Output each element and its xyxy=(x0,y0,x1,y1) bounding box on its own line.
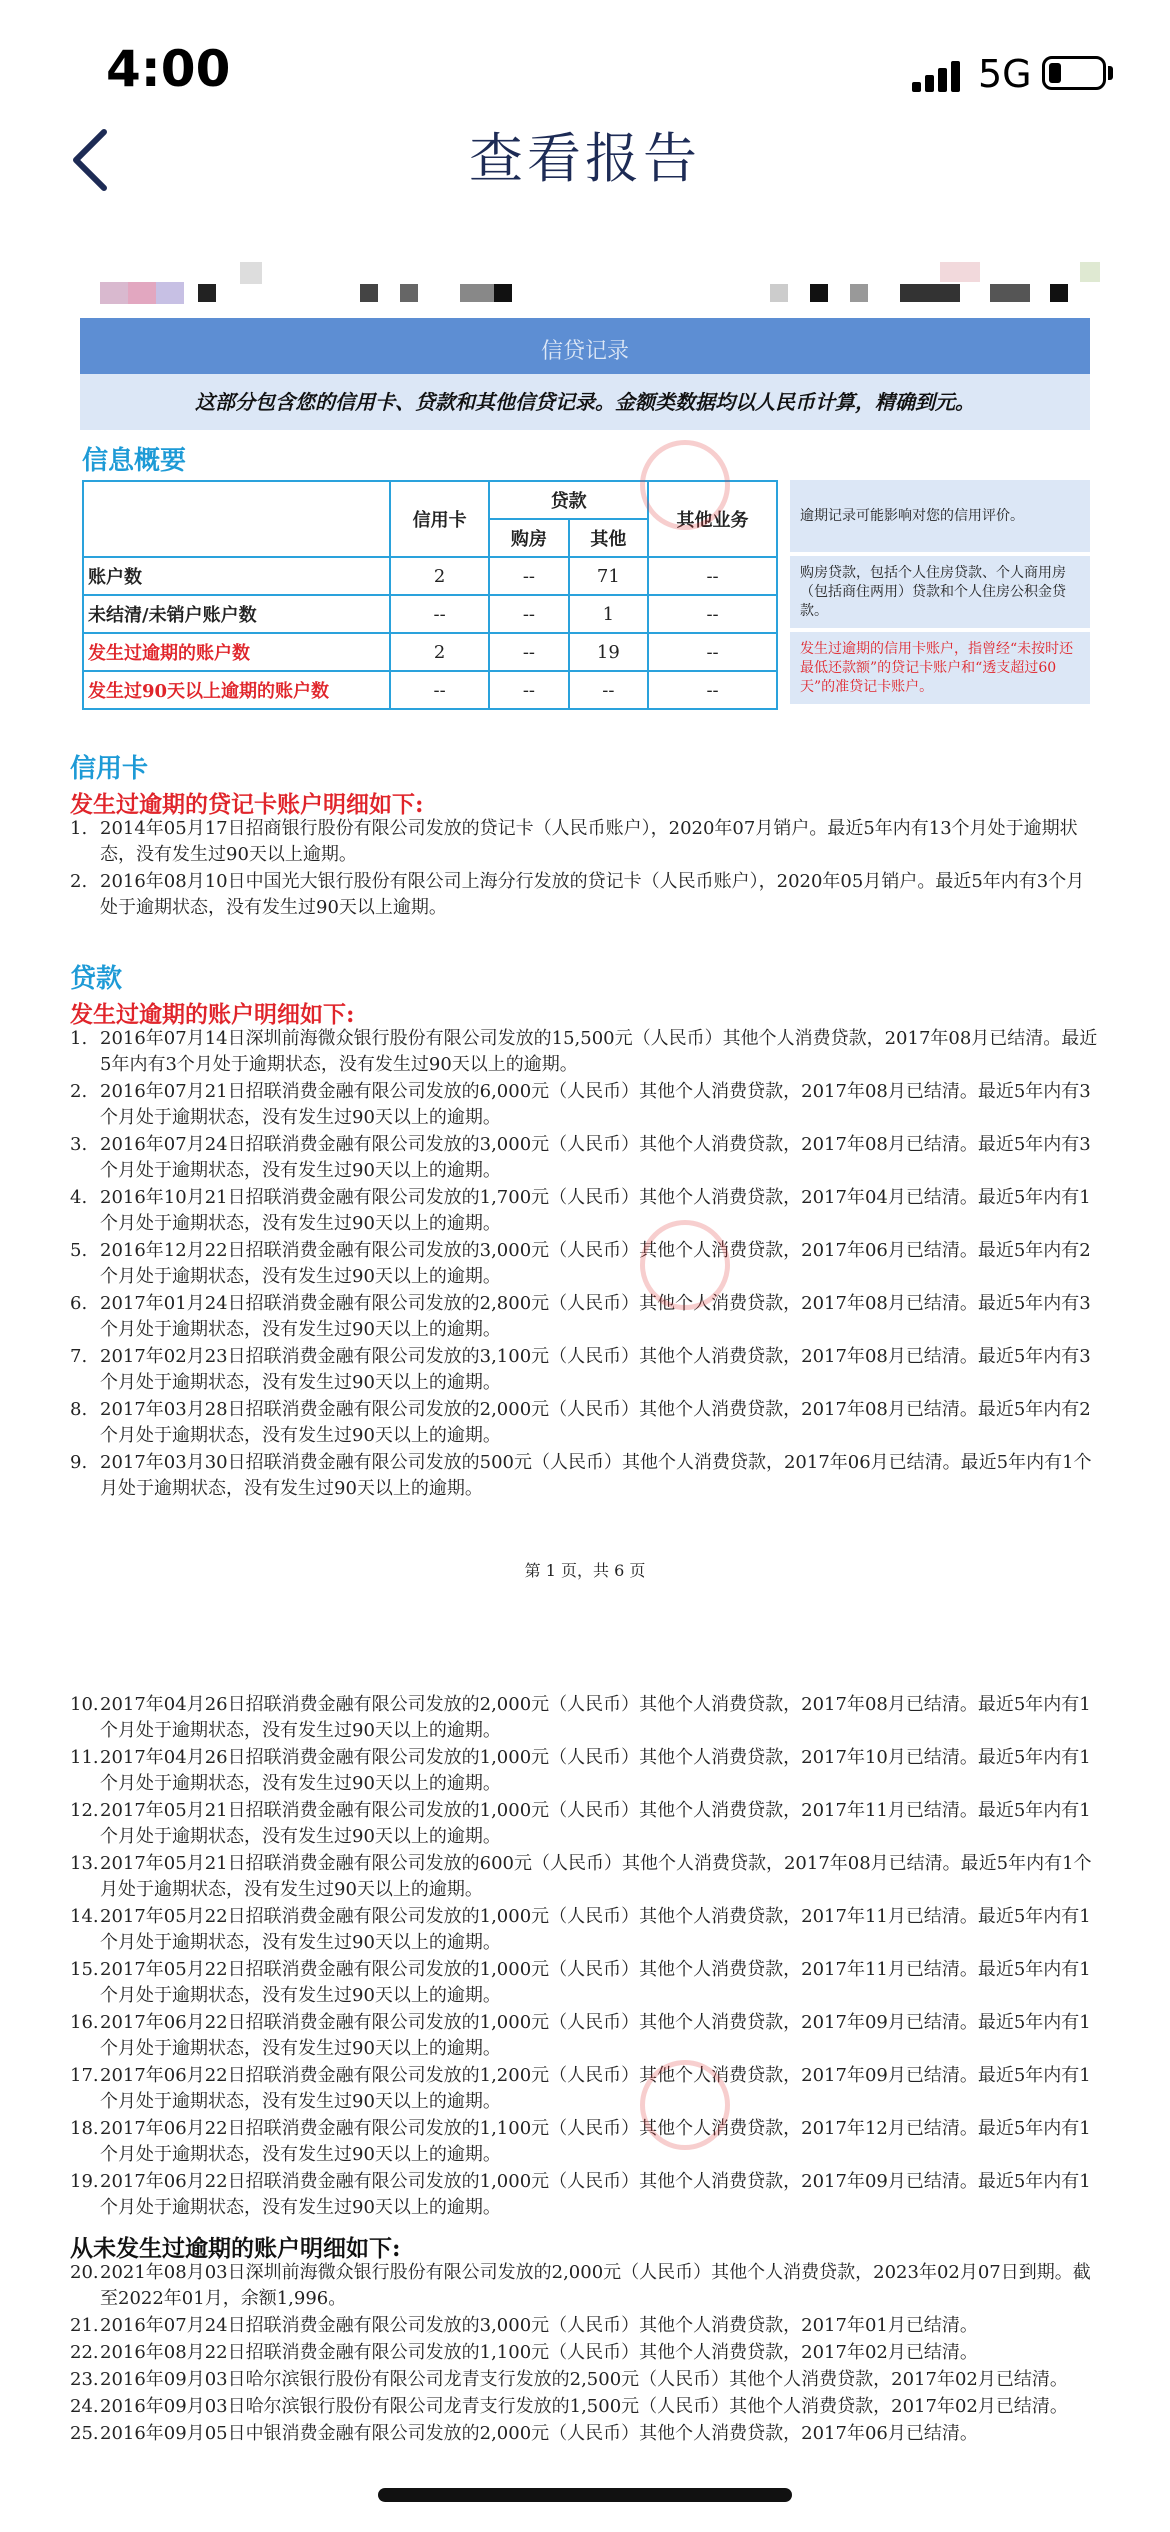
overview-table xyxy=(82,480,778,710)
credit-card-list xyxy=(70,816,1100,922)
list-item xyxy=(70,2169,1100,2221)
item-number: 16. xyxy=(70,2012,99,2033)
item-number: 22. xyxy=(70,2342,99,2363)
item-number: 23. xyxy=(70,2369,99,2390)
page-footer: 第 1 页，共 6 页 xyxy=(524,1561,646,1580)
cell-other: 71 xyxy=(569,557,648,595)
item-number: 14. xyxy=(70,1906,99,1927)
list-item xyxy=(70,2394,1100,2420)
item-number: 20. xyxy=(70,2262,99,2283)
credit-card-subheading: 发生过逾期的贷记卡账户明细如下: xyxy=(70,791,424,818)
cell-card: 2 xyxy=(390,633,489,671)
item-text: 2016年09月05日中银消费金融有限公司发放的2,000元（人民币）其他个人消费贷款，2017年06月已结清。 xyxy=(100,2423,978,2444)
item-text: 2017年02月23日招联消费金融有限公司发放的3,100元（人民币）其他个人消费贷款，2017年08月已结清。最近5年内有3个月处于逾期状态，没有发生过90天以上的逾期。 xyxy=(100,1346,1091,1393)
battery-cap xyxy=(1108,66,1113,80)
report-document[interactable] xyxy=(0,240,1170,2510)
list-item xyxy=(70,1344,1100,1396)
item-text: 2017年06月22日招联消费金融有限公司发放的1,100元（人民币）其他个人消费贷款，2017年12月已结清。最近5年内有1个月处于逾期状态，没有发生过90天以上的逾期。 xyxy=(100,2118,1091,2165)
list-item xyxy=(70,1851,1100,1903)
note-housing-loan: 购房贷款，包括个人住房贷款、个人商用房（包括商住两用）贷款和个人住房公积金贷款。 xyxy=(790,556,1090,628)
cell-other: 19 xyxy=(569,633,648,671)
note-overdue-card: 发生过逾期的信用卡账户，指曾经“未按时还最低还款额”的贷记卡账户和“透支超过60天”的准贷记卡账户。 xyxy=(790,632,1090,704)
page-title: 查看报告 xyxy=(469,127,701,190)
item-number: 4. xyxy=(70,1187,88,1208)
row-label: 账户数 xyxy=(83,557,390,595)
item-number: 7. xyxy=(70,1346,88,1367)
list-item xyxy=(70,2421,1100,2447)
section-band: 信贷记录 xyxy=(80,318,1090,374)
item-number: 11. xyxy=(70,1747,99,1768)
list-item xyxy=(70,1692,1100,1744)
loan-overdue-list xyxy=(70,1026,1100,1503)
list-item xyxy=(70,869,1100,921)
never-overdue-heading: 从未发生过逾期的账户明细如下: xyxy=(70,2235,401,2262)
item-text: 2014年05月17日招商银行股份有限公司发放的贷记卡（人民币账户），2020年07月销户。最近5年内有13个月处于逾期状态，没有发生过90天以上逾期。 xyxy=(100,818,1078,865)
list-item xyxy=(70,1026,1100,1078)
item-text: 2017年04月26日招联消费金融有限公司发放的2,000元（人民币）其他个人消费贷款，2017年08月已结清。最近5年内有1个月处于逾期状态，没有发生过90天以上的逾期。 xyxy=(100,1694,1091,1741)
item-text: 2016年07月21日招联消费金融有限公司发放的6,000元（人民币）其他个人消费贷款，2017年08月已结清。最近5年内有3个月处于逾期状态，没有发生过90天以上的逾期。 xyxy=(100,1081,1091,1128)
overview-notes xyxy=(790,480,1090,708)
note-overdue-impact: 逾期记录可能影响对您的信用评价。 xyxy=(790,480,1090,552)
cell-biz: -- xyxy=(648,557,777,595)
item-number: 19. xyxy=(70,2171,99,2192)
header-blank-cell xyxy=(83,481,390,557)
cell-biz: -- xyxy=(648,633,777,671)
row-label: 发生过逾期的账户数 xyxy=(83,633,390,671)
item-text: 2017年06月22日招联消费金融有限公司发放的1,000元（人民币）其他个人消费贷款，2017年09月已结清。最近5年内有1个月处于逾期状态，没有发生过90天以上的逾期。 xyxy=(100,2012,1091,2059)
list-item xyxy=(70,1079,1100,1131)
item-text: 2017年05月22日招联消费金融有限公司发放的1,000元（人民币）其他个人消费贷款，2017年11月已结清。最近5年内有1个月处于逾期状态，没有发生过90天以上的逾期。 xyxy=(100,1906,1091,1953)
item-number: 13. xyxy=(70,1853,99,1874)
loan-overdue-list-continued xyxy=(70,1692,1100,2222)
item-text: 2017年03月30日招联消费金融有限公司发放的500元（人民币）其他个人消费贷款，2017年06月已结清。最近5年内有1个月处于逾期状态，没有发生过90天以上的逾期。 xyxy=(100,1452,1092,1499)
list-item xyxy=(70,1957,1100,2009)
list-item xyxy=(70,1745,1100,1797)
col-other-business: 其他业务 xyxy=(648,481,777,557)
item-number: 1. xyxy=(70,1028,88,1049)
item-number: 6. xyxy=(70,1293,88,1314)
item-number: 17. xyxy=(70,2065,99,2086)
item-number: 8. xyxy=(70,1399,88,1420)
table-row xyxy=(83,633,777,671)
list-item xyxy=(70,1450,1100,1502)
item-text: 2017年05月21日招联消费金融有限公司发放的1,000元（人民币）其他个人消费贷款，2017年11月已结清。最近5年内有1个月处于逾期状态，没有发生过90天以上的逾期。 xyxy=(100,1800,1091,1847)
cell-other: -- xyxy=(569,671,648,709)
item-text: 2016年08月22日招联消费金融有限公司发放的1,100元（人民币）其他个人消费贷款，2017年02月已结清。 xyxy=(100,2342,978,2363)
table-row xyxy=(83,671,777,709)
cell-biz: -- xyxy=(648,671,777,709)
status-time: 4:00 xyxy=(106,40,231,98)
list-item xyxy=(70,2367,1100,2393)
list-item xyxy=(70,1185,1100,1237)
item-text: 2016年12月22日招联消费金融有限公司发放的3,000元（人民币）其他个人消费贷款，2017年06月已结清。最近5年内有2个月处于逾期状态，没有发生过90天以上的逾期。 xyxy=(100,1240,1091,1287)
battery-icon xyxy=(1042,56,1106,90)
item-text: 2017年06月22日招联消费金融有限公司发放的1,200元（人民币）其他个人消费贷款，2017年09月已结清。最近5年内有1个月处于逾期状态，没有发生过90天以上的逾期。 xyxy=(100,2065,1091,2112)
item-text: 2016年07月24日招联消费金融有限公司发放的3,000元（人民币）其他个人消费贷款，2017年01月已结清。 xyxy=(100,2315,978,2336)
list-item xyxy=(70,816,1100,868)
cell-card: -- xyxy=(390,671,489,709)
table-row xyxy=(83,557,777,595)
item-number: 3. xyxy=(70,1134,88,1155)
list-item xyxy=(70,1132,1100,1184)
cell-biz: -- xyxy=(648,595,777,633)
cellular-signal-icon xyxy=(912,60,962,92)
item-number: 10. xyxy=(70,1694,99,1715)
col-housing: 购房 xyxy=(489,519,568,557)
network-type: 5G xyxy=(978,52,1032,96)
item-text: 2016年08月10日中国光大银行股份有限公司上海分行发放的贷记卡（人民币账户），2020年05月销户。最近5年内有3个月处于逾期状态，没有发生过90天以上逾期。 xyxy=(100,871,1085,918)
item-number: 24. xyxy=(70,2396,99,2417)
cell-house: -- xyxy=(489,557,568,595)
item-number: 1. xyxy=(70,818,88,839)
item-number: 2. xyxy=(70,1081,88,1102)
item-text: 2017年05月22日招联消费金融有限公司发放的1,000元（人民币）其他个人消费贷款，2017年11月已结清。最近5年内有1个月处于逾期状态，没有发生过90天以上的逾期。 xyxy=(100,1959,1091,2006)
item-number: 15. xyxy=(70,1959,99,1980)
list-item xyxy=(70,1798,1100,1850)
list-item xyxy=(70,2340,1100,2366)
row-label: 发生过90天以上逾期的账户数 xyxy=(83,671,390,709)
status-bar xyxy=(0,0,1170,120)
col-loan: 贷款 xyxy=(489,481,648,519)
list-item xyxy=(70,2260,1100,2312)
col-other: 其他 xyxy=(569,519,648,557)
loan-heading: 贷款 xyxy=(70,964,123,994)
item-text: 2017年01月24日招联消费金融有限公司发放的2,800元（人民币）其他个人消费贷款，2017年08月已结清。最近5年内有3个月处于逾期状态，没有发生过90天以上的逾期。 xyxy=(100,1293,1091,1340)
item-number: 12. xyxy=(70,1800,99,1821)
list-item xyxy=(70,2063,1100,2115)
never-overdue-list xyxy=(70,2260,1100,2448)
credit-card-heading: 信用卡 xyxy=(70,754,149,784)
item-text: 2017年06月22日招联消费金融有限公司发放的1,000元（人民币）其他个人消费贷款，2017年09月已结清。最近5年内有1个月处于逾期状态，没有发生过90天以上的逾期。 xyxy=(100,2171,1091,2218)
overview-heading: 信息概要 xyxy=(82,446,187,476)
list-item xyxy=(70,1904,1100,1956)
item-number: 5. xyxy=(70,1240,88,1261)
list-item xyxy=(70,2010,1100,2062)
cell-card: 2 xyxy=(390,557,489,595)
cell-other: 1 xyxy=(569,595,648,633)
item-number: 2. xyxy=(70,871,88,892)
col-credit-card: 信用卡 xyxy=(390,481,489,557)
section-note: 这部分包含您的信用卡、贷款和其他信贷记录。金额类数据均以人民币计算，精确到元。 xyxy=(80,374,1090,430)
cell-card: -- xyxy=(390,595,489,633)
item-text: 2021年08月03日深圳前海微众银行股份有限公司发放的2,000元（人民币）其他个人消费贷款，2023年02月07日到期。截至2022年01月，余额1,996。 xyxy=(100,2262,1091,2309)
item-number: 21. xyxy=(70,2315,99,2336)
item-text: 2017年03月28日招联消费金融有限公司发放的2,000元（人民币）其他个人消费贷款，2017年08月已结清。最近5年内有2个月处于逾期状态，没有发生过90天以上的逾期。 xyxy=(100,1399,1091,1446)
table-row xyxy=(83,595,777,633)
item-number: 25. xyxy=(70,2423,99,2444)
cell-house: -- xyxy=(489,633,568,671)
item-number: 9. xyxy=(70,1452,88,1473)
item-text: 2016年07月24日招联消费金融有限公司发放的3,000元（人民币）其他个人消费贷款，2017年08月已结清。最近5年内有3个月处于逾期状态，没有发生过90天以上的逾期。 xyxy=(100,1134,1091,1181)
list-item xyxy=(70,2313,1100,2339)
cell-house: -- xyxy=(489,595,568,633)
item-text: 2016年09月03日哈尔滨银行股份有限公司龙青支行发放的2,500元（人民币）其他个人消费贷款，2017年02月已结清。 xyxy=(100,2369,1068,2390)
nav-bar xyxy=(0,110,1170,220)
item-text: 2016年10月21日招联消费金融有限公司发放的1,700元（人民币）其他个人消费贷款，2017年04月已结清。最近5年内有1个月处于逾期状态，没有发生过90天以上的逾期。 xyxy=(100,1187,1091,1234)
list-item xyxy=(70,1238,1100,1290)
item-text: 2016年09月03日哈尔滨银行股份有限公司龙青支行发放的1,500元（人民币）其他个人消费贷款，2017年02月已结清。 xyxy=(100,2396,1068,2417)
item-text: 2017年04月26日招联消费金融有限公司发放的1,000元（人民币）其他个人消费贷款，2017年10月已结清。最近5年内有1个月处于逾期状态，没有发生过90天以上的逾期。 xyxy=(100,1747,1091,1794)
list-item xyxy=(70,2116,1100,2168)
item-text: 2017年05月21日招联消费金融有限公司发放的600元（人民币）其他个人消费贷款，2017年08月已结清。最近5年内有1个月处于逾期状态，没有发生过90天以上的逾期。 xyxy=(100,1853,1092,1900)
item-text: 2016年07月14日深圳前海微众银行股份有限公司发放的15,500元（人民币）其他个人消费贷款，2017年08月已结清。最近5年内有3个月处于逾期状态，没有发生过90天以上的逾期。 xyxy=(100,1028,1098,1075)
list-item xyxy=(70,1291,1100,1343)
row-label: 未结清/未销户账户数 xyxy=(83,595,390,633)
list-item xyxy=(70,1397,1100,1449)
loan-subheading: 发生过逾期的账户明细如下: xyxy=(70,1001,355,1028)
item-number: 18. xyxy=(70,2118,99,2139)
cell-house: -- xyxy=(489,671,568,709)
home-indicator[interactable] xyxy=(378,2488,792,2502)
